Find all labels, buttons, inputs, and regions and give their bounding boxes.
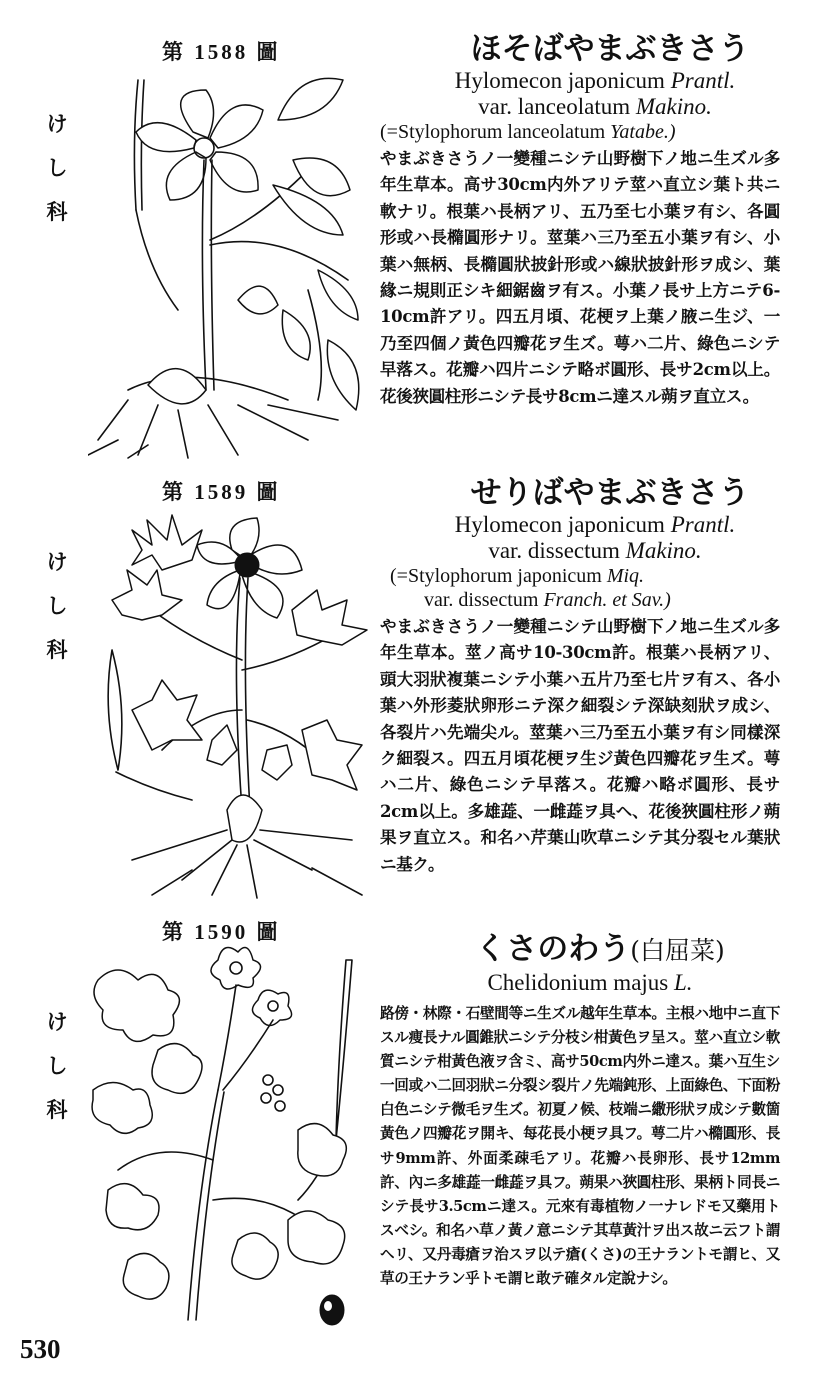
description: やまぶきさうノ一變種ニシテ山野樹下ノ地ニ生ズル多年生草本。莖ノ高サ10-30cm許。根葉ハ長柄アリ、頭大羽狀複葉ニシテ小葉ハ五片乃至七片ヲ有ス、各小葉ハ外形菱狀卵形ニテ深ク細裂シテ深缺刻狀ヲ成シ、各裂片ハ先端尖ル。莖葉ハ三乃至五小葉ヲ有シ同樣深ク細裂ス。四五月頃花梗ヲ生ジ黃色四瓣花ヲ生ズ。萼ハ二片、綠色ニシテ早落ス。花瓣ハ略ボ圓形、長サ2cm以上。多雄蕋、一雌蕋ヲ具ヘ、花後狹圓柱形ノ蒴果ヲ直立ス。和名ハ芹葉山吹草ニシテ其分裂セル葉狀ニ基ク。	[380, 617, 780, 874]
family-label: け し 科	[46, 549, 68, 662]
latin-variety: var. dissectum Makino.	[488, 538, 702, 563]
entry-text	[380, 930, 780, 1291]
entry-1589	[0, 460, 840, 910]
japanese-name: せりばやまぶきさう	[470, 475, 750, 511]
japanese-name: くさのわう(白屈菜)	[475, 931, 725, 967]
family-label: け し 科	[46, 111, 68, 224]
entry-text	[380, 30, 780, 410]
figure-label: 第 1588 圖	[162, 40, 281, 64]
japanese-name-kanji: (白屈菜)	[630, 936, 725, 965]
entry-1590	[0, 910, 840, 1330]
latin-name: Hylomecon japonicum Prantl.	[454, 68, 736, 93]
plant-illustration-1-icon	[88, 60, 378, 460]
japanese-name: ほそばやまぶきさう	[470, 31, 750, 67]
figure-label: 第 1589 圖	[162, 480, 281, 504]
plant-illustration-2-icon	[92, 510, 382, 900]
description: やまぶきさうノ一變種ニシテ山野樹下ノ地ニ生ズル多年生草本。高サ30cm内外アリテ莖ハ直立シ葉ト共ニ軟ナリ。根葉ハ長柄アリ、五乃至七小葉ヲ有シ、各圓形或ハ長橢圓形ナリ。莖葉ハ三乃至五小葉ヲ有シ、小葉ハ無柄、長橢圓狀披針形或ハ線狀披針形ヲ成シ、葉緣ニ規則正シキ細鋸齒ヲ有ス。小葉ノ長サ上方ニテ6-10cm許アリ。四五月頃、花梗ヲ上葉ノ腋ニ生ジ、一乃至四個ノ黃色四瓣花ヲ生ズ。萼ハ二片、綠色ニシテ早落ス。花瓣ハ四片ニシテ略ボ圓形、長サ2cm以上。花後狹圓柱形ニシテ長サ8cmニ達スル蒴ヲ直立ス。	[380, 149, 780, 406]
synonym: (=Stylophorum lanceolatum Yatabe.)	[380, 121, 676, 143]
synonym-variety: var. dissectum Franch. et Sav.)	[424, 589, 671, 611]
entry-1588	[0, 0, 840, 460]
description: 路傍・林際・石壁間等ニ生ズル越年生草本。主根ハ地中ニ直下スル痩長ナル圓錐狀ニシテ分枝シ柑黃色ヲ呈ス。莖ハ直立シ軟質ニシテ柑黃色液ヲ含ミ、高サ50cm内外ニ達ス。葉ハ互生シ一回或ハ二回羽狀ニ分裂シ裂片ノ先端鈍形、上面綠色、下面粉白色ニシテ微毛ヲ生ズ。初夏ノ候、枝端ニ繖形狀ヲ成シテ數箇黃色ノ四瓣花ヲ開キ、每花長小梗ヲ具フ。萼二片ハ橢圓形、長サ9mm許、外面柔疎毛アリ。花瓣ハ長卵形、長サ12mm許、內ニ多雄蕋一雌蕋ヲ具フ。蒴果ハ狹圓柱形、果柄ト同長ニシテ長サ3.5cmニ達ス。元來有毒植物ノ一ナレドモ又藥用トスベシ。和名ハ草ノ黃ノ意ニシテ其草黃汁ヲ出ス故ニ云フト謂ヘリ、又丹毒瘡ヲ治スヲ以テ瘡(くさ)の王ナラントモ謂ヒ、又草の王ナラン乎トモ謂ヒ敢テ確タル定說ナシ。	[380, 1005, 780, 1288]
family-label: け し 科	[46, 1009, 68, 1122]
figure-label: 第 1590 圖	[162, 920, 281, 944]
page-number: 530	[20, 1334, 61, 1364]
synonym: (=Stylophorum japonicum Miq.	[390, 565, 645, 587]
latin-variety: var. lanceolatum Makino.	[478, 94, 712, 119]
latin-name: Chelidonium majus L.	[487, 970, 693, 995]
entry-text	[380, 474, 780, 878]
plant-illustration-3-icon	[88, 940, 378, 1340]
latin-name: Hylomecon japonicum Prantl.	[454, 512, 736, 537]
